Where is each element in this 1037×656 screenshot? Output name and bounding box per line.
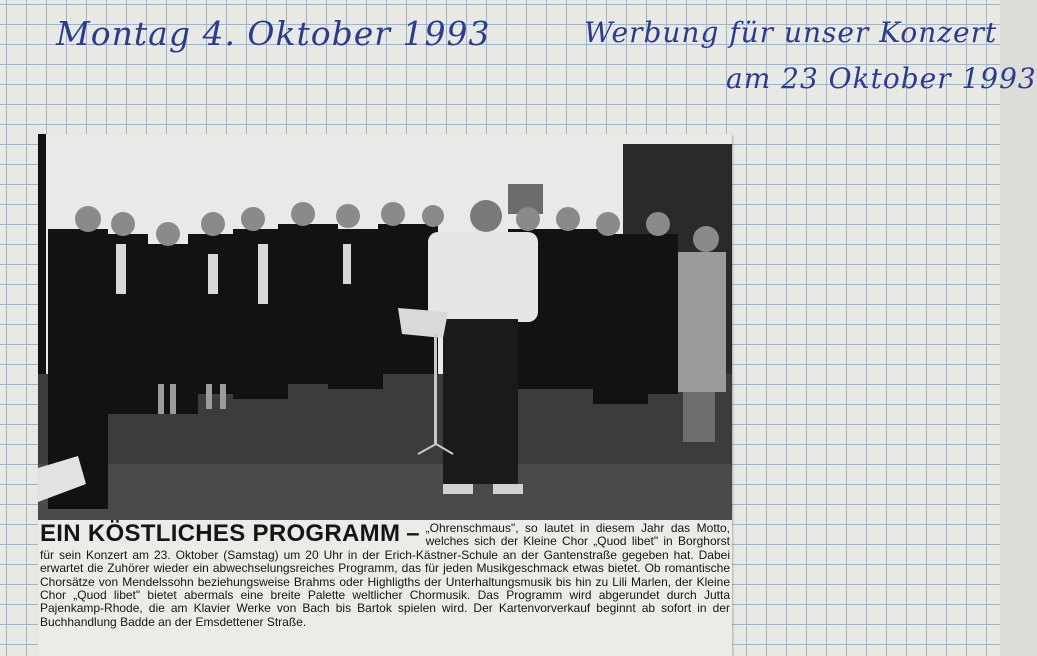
choir-photo-illustration [38,134,732,520]
handwritten-note-line2: am 23 Oktober 1993 [726,62,1037,95]
headline-dash: – [406,520,420,547]
newspaper-clipping [38,134,732,656]
article-caption [38,522,732,656]
choir-photo [38,134,732,520]
handwritten-date: Montag 4. Oktober 1993 [56,14,491,53]
article-body: „Ohrenschmaus", so lautet in diesem Jahr das Motto, welches sich der Kleine Chor „Quod libet" in Borghorst für sein Konzert am 23. Oktober (Samstag) um 20 Uhr in der Erich-Kästner-Schule an der Gantenstraße gegeben hat. Dabei erwartet die Zuhörer wieder ein abwechselungsreiches Programm, das für jeden Musikgeschmack etwas bietet. Ob romantische Chorsätze von Mendelssohn beziehungsweise Brahms oder Highligths der Unterhaltungsmusik bis hin zu Lili Marlen, der Kleine Chor „Quod libet" bietet abermals eine breite Palette weltlicher Chormusik. Das Programm wird abgerundet durch Jutta Pajenkamp-Rhode, die am Klavier Werke von Bach bis Bartok spielen wird. Der Kartenvorverkauf beginnt ab sofort in der Buchhandlung Badde an der Emsdettener Straße. [40,521,730,629]
handwritten-note-line1: Werbung für unser Konzert [584,16,998,49]
article-headline: EIN KÖSTLICHES PROGRAMM [40,520,401,547]
